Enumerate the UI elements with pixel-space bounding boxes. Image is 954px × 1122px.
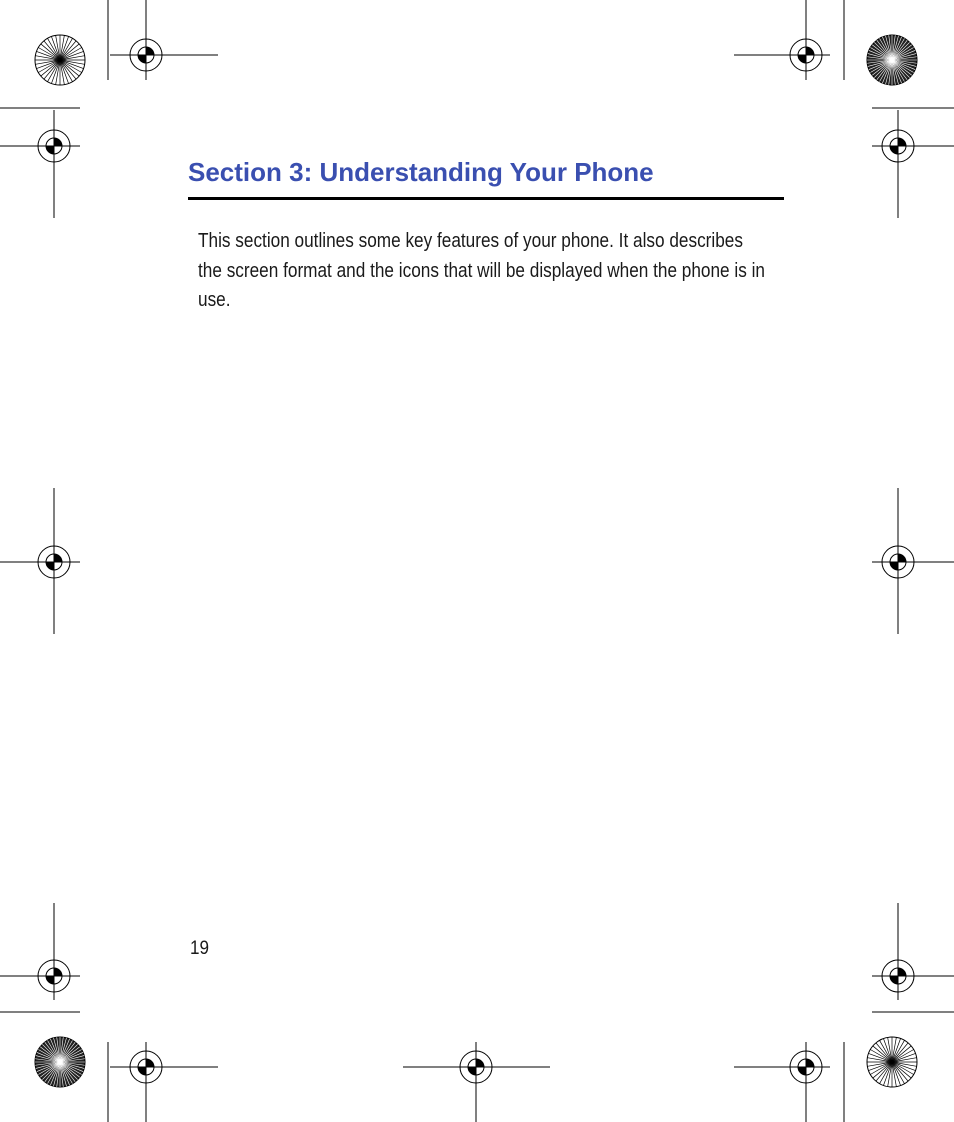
registration-mark-icon xyxy=(0,903,80,1000)
page-number: 19 xyxy=(190,938,210,959)
registration-mark-icon xyxy=(872,903,954,1000)
starburst-target-icon xyxy=(867,1037,917,1087)
page-title: Section 3: Understanding Your Phone xyxy=(188,157,654,187)
starburst-target-icon xyxy=(35,35,85,85)
registration-mark-icon xyxy=(110,1042,218,1122)
registration-mark-icon xyxy=(0,488,80,634)
registration-mark-icon xyxy=(110,0,218,80)
starburst-target-icon xyxy=(35,1037,85,1087)
registration-mark-icon xyxy=(872,110,954,218)
registration-mark-icon xyxy=(872,488,954,634)
registration-mark-icon xyxy=(403,1042,550,1122)
starburst-target-icon xyxy=(867,35,917,85)
registration-mark-icon xyxy=(734,0,830,80)
section-intro-paragraph: This section outlines some key features of your phone. It also describes the screen format and the icons that will be displayed when the phone is in use. xyxy=(198,230,765,311)
registration-mark-icon xyxy=(734,1042,830,1122)
registration-mark-icon xyxy=(0,110,80,218)
